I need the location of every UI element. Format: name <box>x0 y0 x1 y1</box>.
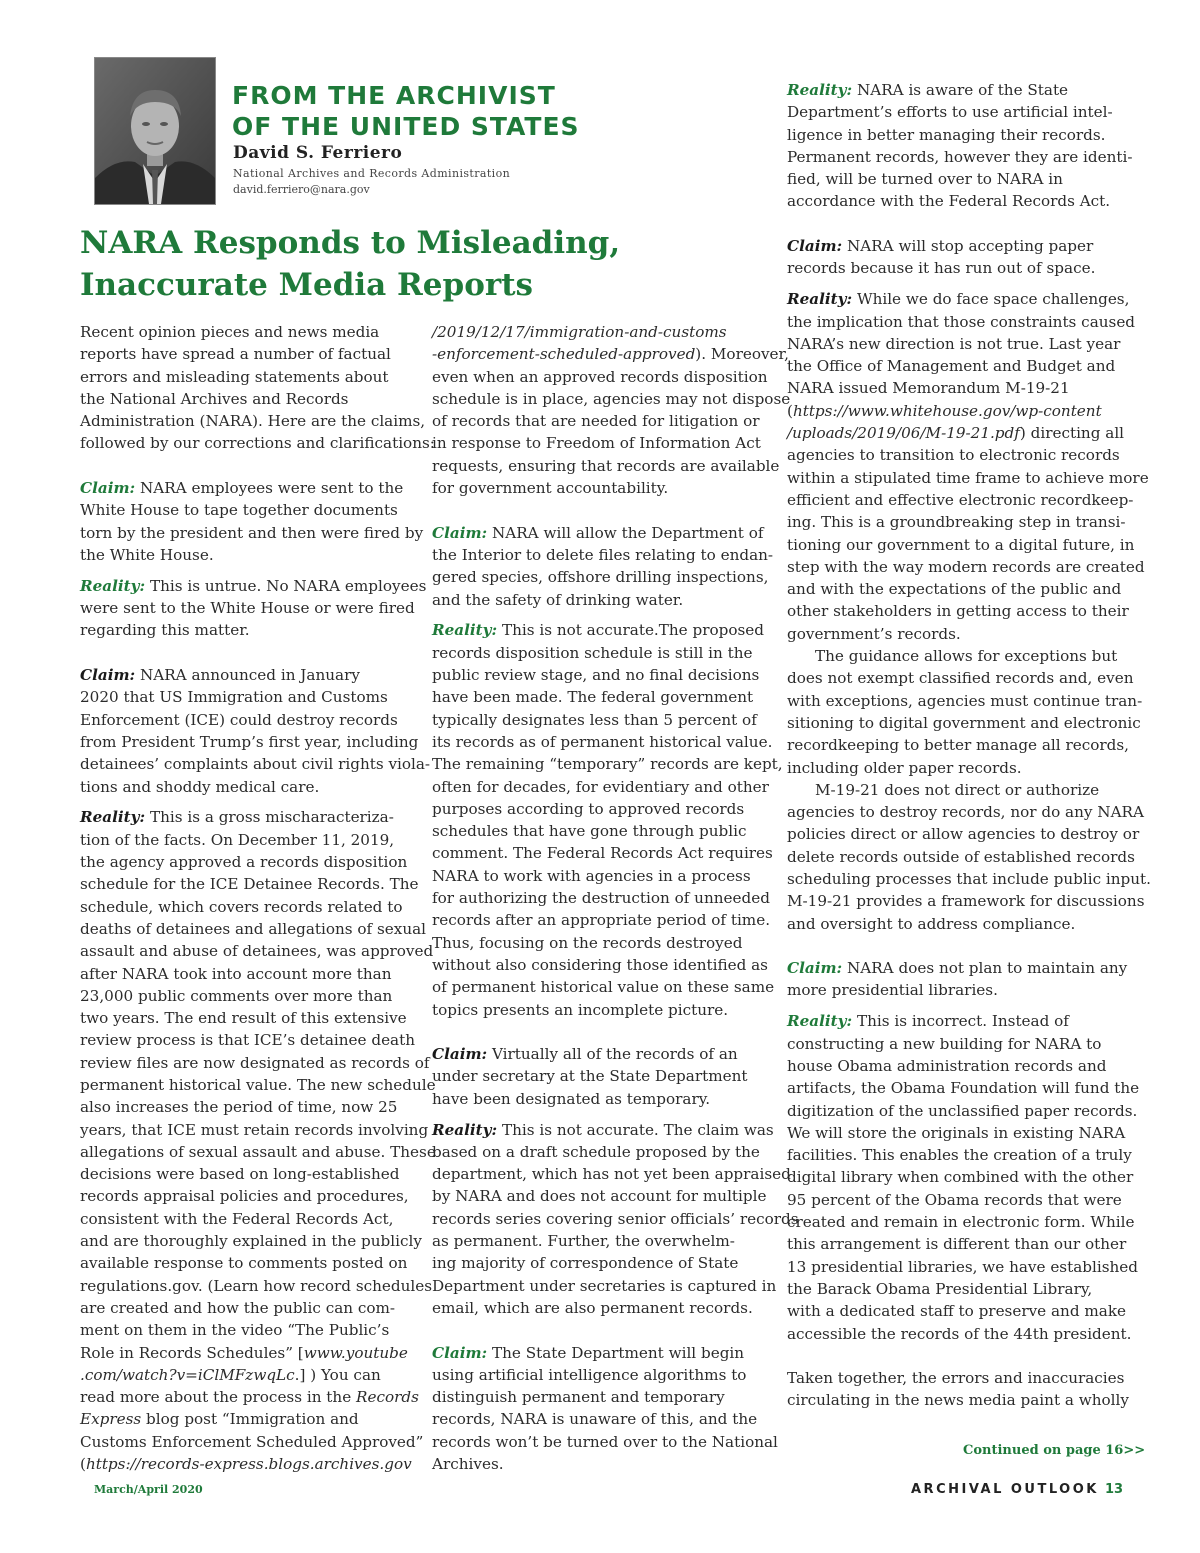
text-line: and with the expectations of the public and <box>787 580 1122 599</box>
text-line: of permanent historical value on these same <box>432 978 775 997</box>
text-line: circulating in the news media paint a wholly <box>787 1391 1129 1410</box>
text-line: using artificial intelligence algorithms to <box>432 1365 747 1384</box>
claim-paragraph: Claim: NARA does not plan to maintain any more presidential libraries. <box>787 957 1137 1002</box>
claim-paragraph: Claim: NARA will stop accepting paper records because it has run out of space. <box>787 235 1137 280</box>
claim-paragraph: Claim: NARA will allow the Department of the Interior to delete files relating to endan- gered species, offshore drilling inspections, and the safety of drinking water. <box>432 522 777 611</box>
text-line: reports have spread a number of factual <box>80 345 391 364</box>
reality-label: Reality: <box>432 621 498 640</box>
text-line: typically designates less than 5 percent of <box>432 710 757 729</box>
author-name: David S. Ferriero <box>233 143 403 163</box>
text-line: assault and abuse of detainees, was approved <box>80 942 434 961</box>
text-line: often for decades, for evidentiary and other <box>432 777 769 796</box>
body-paragraph: The guidance allows for exceptions but does not exempt classified records and, even with exceptions, agencies must continue tran- sitioning to digital government and electronic recordkeeping to better manage all records, including older paper records. <box>787 645 1137 779</box>
text-line: M-19-21 provides a framework for discussions <box>787 892 1145 911</box>
headline-line: NARA Responds to Misleading, <box>80 225 621 261</box>
text-line: distinguish permanent and temporary <box>432 1388 725 1407</box>
kicker-line: OF THE UNITED STATES <box>232 112 580 141</box>
text-line: efficient and effective electronic recordkeep- <box>787 490 1134 509</box>
text-line: agencies to transition to electronic records <box>787 446 1120 465</box>
text-line: scheduling processes that include public input. <box>787 869 1151 888</box>
text-line: also increases the period of time, now 25 <box>80 1098 398 1117</box>
text-line: tion of the facts. On December 11, 2019, <box>80 830 395 849</box>
intro-paragraph <box>80 321 435 455</box>
text-line: with exceptions, agencies must continue tran- <box>787 691 1143 710</box>
link-text[interactable]: -enforcement-scheduled-approved <box>432 345 696 364</box>
text-line: department, which has not yet been appraised <box>432 1165 791 1184</box>
text-line: delete records outside of established records <box>787 847 1135 866</box>
text-line: Role in Records Schedules” [www.youtube <box>80 1343 408 1362</box>
reality-paragraph: Reality: While we do face space challenges, the implication that those constraints caused NARA’s new direction is not true. Last year the Office of Management and Budget and NARA issued Memorandum M-19-21 (https://www.whitehouse.gov/wp-content /uploads/2019/06/M-19-21.pdf) directing all agencies to transition to electronic records within a stipulated time frame to achieve more efficient and effective electronic recordkeep- ing. This is a groundbreaking step in transi- tioning our government to a digital future, in step with the way modern records are created and with the expectations of the public and other stakeholders in getting access to their government’s records. <box>787 288 1137 645</box>
reality-paragraph: Reality: This is incorrect. Instead of constructing a new building for NARA to house Obama administration records and artifacts, the Obama Foundation will fund the digitization of the unclassified paper records. We will store the originals in existing NARA facilities. This enables the creation of a truly digital library when combined with the other 95 percent of the Obama records that were created and remain in electronic form. While this arrangement is different than our other 13 presidential libraries, we have established the Barack Obama Presidential Library, with a dedicated staff to preserve and make accessible the records of the 44th president. <box>787 1010 1137 1344</box>
text-line: for authorizing the destruction of unneeded <box>432 889 770 908</box>
text-line: Taken together, the errors and inaccuracies <box>787 1369 1125 1388</box>
text-line: have been made. The federal government <box>432 688 754 707</box>
claim-label: Claim: <box>80 479 136 498</box>
body-paragraph: M-19-21 does not direct or authorize agencies to destroy records, nor do any NARA policies direct or allow agencies to destroy or delete records outside of established records scheduling processes that include public input. M-19-21 provides a framework for discussions and oversight to address compliance. <box>787 779 1137 935</box>
text-line: fied, will be turned over to NARA in <box>787 170 1063 189</box>
text-line: ing majority of correspondence of State <box>432 1254 739 1273</box>
text-line: tioning our government to a digital future, in <box>787 535 1135 554</box>
text-line: We will store the originals in existing NARA <box>787 1123 1126 1142</box>
text-line: available response to comments posted on <box>80 1254 408 1273</box>
reality-label: Reality: <box>80 808 146 827</box>
text-line: accessible the records of the 44th president. <box>787 1324 1132 1343</box>
text-line: after NARA took into account more than <box>80 964 392 983</box>
reality-label: Reality: <box>787 81 853 99</box>
text-line: detainees’ complaints about civil rights viola- <box>80 755 431 774</box>
text-line: Department under secretaries is captured in <box>432 1276 777 1295</box>
text-line: agencies to destroy records, nor do any NARA <box>787 803 1144 822</box>
text-line: records after an appropriate period of time. <box>432 911 771 930</box>
text-line: NARA to work with agencies in a process <box>432 866 751 885</box>
column-kicker <box>232 80 632 142</box>
text-line: schedule is in place, agencies may not dispose <box>432 389 791 408</box>
page-number: 13 <box>1105 1482 1124 1497</box>
text-line: and the safety of drinking water. <box>432 590 684 609</box>
text-line: White House to tape together documents <box>80 501 398 520</box>
text-line: Archives. <box>432 1455 504 1474</box>
text-line: Enforcement (ICE) could destroy records <box>80 710 398 729</box>
text-line: more presidential libraries. <box>787 981 998 1000</box>
text-line: under secretary at the State Department <box>432 1067 748 1086</box>
text-line: ligence in better managing their records. <box>787 125 1106 144</box>
text-line: Department’s efforts to use artificial intel- <box>787 103 1113 122</box>
text-line: records won’t be turned over to the National <box>432 1432 778 1451</box>
link-text[interactable]: https://records-express.blogs.archives.gov <box>85 1455 412 1474</box>
author-photo <box>94 57 216 205</box>
text-line: the agency approved a records disposition <box>80 853 408 872</box>
text-line: policies direct or allow agencies to destroy or <box>787 825 1140 844</box>
text-line: records because it has run out of space. <box>787 259 1096 278</box>
text-line: house Obama administration records and <box>787 1056 1107 1075</box>
text-line: digitization of the unclassified paper records. <box>787 1101 1138 1120</box>
text-line: for government accountability. <box>432 479 669 498</box>
text-line: schedules that have gone through public <box>432 822 747 841</box>
text-line: schedule for the ICE Detainee Records. The <box>80 875 419 894</box>
text-line: years, that ICE must retain records involving <box>80 1120 429 1139</box>
text-line: were sent to the White House or were fired <box>80 599 415 618</box>
kicker-line: FROM THE ARCHIVIST <box>232 81 556 110</box>
text-line: allegations of sexual assault and abuse. These <box>80 1142 436 1161</box>
text-line: within a stipulated time frame to achieve more <box>787 468 1149 487</box>
text-line: The remaining “temporary” records are kept, <box>432 755 783 774</box>
text-line: decisions were based on long-established <box>80 1165 400 1184</box>
text-line: email, which are also permanent records. <box>432 1298 753 1317</box>
text-line: Permanent records, however they are identi- <box>787 147 1133 166</box>
text-line: the National Archives and Records <box>80 389 349 408</box>
text-line: and oversight to address compliance. <box>787 914 1076 933</box>
text-line: public review stage, and no final decisions <box>432 666 760 685</box>
text-line: the Barack Obama Presidential Library, <box>787 1279 1093 1298</box>
text-line: its records as of permanent historical value. <box>432 732 773 751</box>
text-line: the White House. <box>80 545 214 564</box>
reality-label: Reality: <box>787 1012 853 1031</box>
reality-paragraph: Reality: This is untrue. No NARA employees were sent to the White House or were fired regarding this matter. <box>80 575 425 642</box>
link-text[interactable]: https://www.whitehouse.gov/wp-content <box>792 401 1102 420</box>
text-line: have been designated as temporary. <box>432 1089 711 1108</box>
text-line: based on a draft schedule proposed by the <box>432 1142 760 1161</box>
text-line: from President Trump’s first year, including <box>80 732 419 751</box>
text-line: government’s records. <box>787 624 961 643</box>
text-line: Recent opinion pieces and news media <box>80 323 380 341</box>
closing-paragraph <box>787 1367 1137 1412</box>
text-line: schedule, which covers records related to <box>80 897 403 916</box>
text-line: gered species, offshore drilling inspections, <box>432 568 769 587</box>
reality-label: Reality: <box>787 290 853 309</box>
text-line: digital library when combined with the other <box>787 1168 1134 1187</box>
text-line: records, NARA is unaware of this, and the <box>432 1410 758 1429</box>
text-line: recordkeeping to better manage all records, <box>787 736 1129 755</box>
link-text[interactable]: www.youtube <box>303 1343 408 1362</box>
text-line: accordance with the Federal Records Act. <box>787 192 1111 211</box>
text-line: purposes according to approved records <box>432 799 745 818</box>
text-line: of records that are needed for litigation or <box>432 412 760 431</box>
text-line: Thus, focusing on the records destroyed <box>432 933 743 952</box>
text-line: comment. The Federal Records Act requires <box>432 844 773 863</box>
text-line: step with the way modern records are created <box>787 557 1145 576</box>
text-line: this arrangement is different than our other <box>787 1235 1127 1254</box>
text-line: requests, ensuring that records are available <box>432 456 780 475</box>
link-text[interactable]: .com/watch?v=iClMFzwqLc <box>80 1365 295 1384</box>
text-line: topics presents an incomplete picture. <box>432 1000 729 1019</box>
reality-label: Reality: <box>80 576 146 595</box>
article-column-3 <box>787 79 1151 1412</box>
text-line: records series covering senior officials’ records <box>432 1209 799 1228</box>
text-line: created and remain in electronic form. While <box>787 1213 1135 1232</box>
reality-paragraph: Reality: This is not accurate. The claim was based on a draft schedule proposed by the department, which has not yet been appraised by NARA and does not account for multiple records series covering senior officials’ records as permanent. Further, the overwhelm- ing majority of correspondence of State Department under secretaries is captured in email, which are also permanent records. <box>432 1119 777 1320</box>
author-organization: National Archives and Records Administration <box>233 167 511 180</box>
text-line: without also considering those identified as <box>432 955 768 974</box>
text-line: with a dedicated staff to preserve and make <box>787 1302 1127 1321</box>
text-line: permanent historical value. The new schedule <box>80 1075 436 1094</box>
text-line: including older paper records. <box>787 758 1022 777</box>
article-column-2: /2019/12/17/immigration-and-customs -enforcement-scheduled-approved). Moreover, even when an approved records disposition schedule is in place, agencies may not dispose of records that are needed for litigation or in response to Freedom of Information Act requests, ensuring that records are available for government accountability. Claim: NARA will allow the Department of the Interior to delete files relating to endan- gered species, offshore drilling inspections, and the safety of drinking water. Reality: This is not accurate.The proposed records disposition schedule is still in the public review stage, and no final decisions have been made. The federal government typically designates less than 5 percent of its records as of permanent historical value. The remaining “temporary” records are kept, often for decades, for evidentiary and other purposes according to approved records schedules that have gone through public comment. The Federal Records Act requires NARA to work with agencies in a process for authorizing the destruction of unneeded records after an appropriate period of time. Thus, focusing on the records destroyed without also considering those identified as of permanent historical value on these same topics presents an incomplete picture. Claim: Virtually all of the records of an under secretary at the State Department have been designated as temporary. Reality: This is not accurate. The claim was based on a draft schedule proposed by the department, which has not yet been appraised by NARA and does not account for multiple records series covering senior officials’ records as permanent. Further, the overwhelm- ing majority of correspondence of State Department under secretaries is captured in email, which are also permanent records. Claim: The State Department will begin using artificial intelligence algorithms to distinguish permanent and temporary records, NARA is unaware of this, and the records won’t be turned over to the National Archives. <box>432 321 777 1475</box>
text-line: ment on them in the video “The Public’s <box>80 1321 390 1340</box>
text-line: 13 presidential libraries, we have established <box>787 1257 1138 1276</box>
text-line: errors and misleading statements about <box>80 367 389 386</box>
text-line: constructing a new building for NARA to <box>787 1034 1102 1053</box>
text-line: Administration (NARA). Here are the claims, <box>80 412 426 431</box>
text-line: review files are now designated as records of <box>80 1053 430 1072</box>
text-line: artifacts, the Obama Foundation will fund the <box>787 1079 1140 1098</box>
reality-label: Reality: <box>432 1120 498 1139</box>
claim-label: Claim: <box>432 523 488 542</box>
article-column-1 <box>80 321 436 1475</box>
text-line: does not exempt classified records and, even <box>787 669 1134 688</box>
magazine-name: ARCHIVAL OUTLOOK <box>911 1482 1099 1497</box>
text-line: 2020 that US Immigration and Customs <box>80 688 388 707</box>
text-line: two years. The end result of this extensive <box>80 1009 407 1028</box>
text-line: regarding this matter. <box>80 621 250 640</box>
text-line: ing. This is a groundbreaking step in transi- <box>787 513 1126 532</box>
continued-link[interactable]: Continued on page 16>> <box>963 1443 1146 1458</box>
text-line: by NARA and does not account for multiple <box>432 1187 767 1206</box>
text-line: are created and how the public can com- <box>80 1298 396 1317</box>
text-line: regulations.gov. (Learn how record schedules <box>80 1276 433 1295</box>
text-line: NARA issued Memorandum M-19-21 <box>787 379 1070 398</box>
text-line: NARA’s new direction is not true. Last year <box>787 334 1121 353</box>
reality-paragraph: Reality: NARA is aware of the State Department’s efforts to use artificial intel- ligence in better managing their records. Permanent records, however they are identi- fied, will be turned over to NARA in accordance with the Federal Records Act. <box>787 79 1137 213</box>
text-line: review process is that ICE’s detainee death <box>80 1031 416 1050</box>
text-line: even when an approved records disposition <box>432 367 768 386</box>
claim-paragraph: Claim: The State Department will begin using artificial intelligence algorithms to distinguish permanent and temporary records, NARA is unaware of this, and the records won’t be turned over to the National Archives. <box>432 1342 777 1476</box>
claim-label: Claim: <box>80 666 136 685</box>
text-line: as permanent. Further, the overwhelm- <box>432 1232 735 1251</box>
text-line: the implication that those constraints caused <box>787 312 1136 331</box>
claim-label: Claim: <box>432 1045 488 1064</box>
text-line: facilities. This enables the creation of a truly <box>787 1146 1132 1165</box>
text-line: records appraisal policies and procedures, <box>80 1187 409 1206</box>
claim-paragraph: Claim: NARA announced in January 2020 that US Immigration and Customs Enforcement (ICE) could destroy records from President Trump’s first year, including detainees’ complaints about civil rights viola- tions and shoddy medical care. <box>80 664 425 798</box>
issue-date: March/April 2020 <box>94 1483 203 1496</box>
text-line: other stakeholders in getting access to their <box>787 602 1129 621</box>
text-line: 23,000 public comments over more than <box>80 986 393 1005</box>
link-text[interactable]: /2019/12/17/immigration-and-customs <box>432 323 727 341</box>
text-line: 95 percent of the Obama records that were <box>787 1190 1122 1209</box>
headline-line: Inaccurate Media Reports <box>80 267 533 303</box>
claim-label: Claim: <box>432 1343 488 1362</box>
article-headline <box>80 222 720 306</box>
text-line: the Interior to delete files relating to endan- <box>432 545 774 564</box>
text-line: records disposition schedule is still in the <box>432 643 753 662</box>
claim-label: Claim: <box>787 959 843 978</box>
text-line: the Office of Management and Budget and <box>787 357 1116 376</box>
text-line: and are thoroughly explained in the publicly <box>80 1232 422 1251</box>
text-line: tions and shoddy medical care. <box>80 777 320 796</box>
claim-paragraph: Claim: Virtually all of the records of an under secretary at the State Department have been designated as temporary. <box>432 1043 777 1110</box>
text-line: followed by our corrections and clarifications: <box>80 434 435 453</box>
text-line: consistent with the Federal Records Act, <box>80 1209 394 1228</box>
reality-paragraph: Reality: This is not accurate.The proposed records disposition schedule is still in the public review stage, and no final decisions have been made. The federal government typically designates less than 5 percent of its records as of permanent historical value. The remaining “temporary” records are kept, often for decades, for evidentiary and other purposes according to approved records schedules that have gone through public comment. The Federal Records Act requires NARA to work with agencies in a process for authorizing the destruction of unneeded records after an appropriate period of time. Thus, focusing on the records destroyed without also considering those identified as of permanent historical value on these same topics presents an incomplete picture. <box>432 619 777 1020</box>
text-line: deaths of detainees and allegations of sexual <box>80 919 427 938</box>
text-line: sitioning to digital government and electronic <box>787 713 1141 732</box>
claim-label: Claim: <box>787 237 843 256</box>
reality-paragraph: Reality: This is a gross mischaracteriza- tion of the facts. On December 11, 2019, the agency approved a records disposition schedule for the ICE Detainee Records. The schedule, which covers records related to deaths of detainees and allegations of sexual assault and abuse of detainees, was approved after NARA took into account more than 23,000 public comments over more than two years. The end result of this extensive review process is that ICE’s detainee death review files are now designated as records of permanent historical value. The new schedule also increases the period of time, now 25 years, that ICE must retain records involving allegations of sexual assault and abuse. These decisions were based on long-established records appraisal policies and procedures, consistent with the Federal Records Act, and are thoroughly explained in the publicly available response to comments posted on regulations.gov. (Learn how record schedules are created and how the public can com- ment on them in the video “The Public’s Role in Records Schedules” [www.youtube .com/watch?v=iClMFzwqLc.] ) You can read more about the process in the Records Express blog post “Immigration and Customs Enforcement Scheduled Approved” (https://records-express.blogs.archives.gov <box>80 808 436 1474</box>
text-line: torn by the president and then were fired by <box>80 523 424 542</box>
link-text[interactable]: /uploads/2019/06/M-19-21.pdf <box>787 424 1020 443</box>
text-line: in response to Freedom of Information Act <box>432 434 761 453</box>
author-email[interactable]: david.ferriero@nara.gov <box>233 183 370 196</box>
claim-paragraph: Claim: NARA employees were sent to the White House to tape together documents torn by the president and then were fired by the White House. <box>80 477 425 566</box>
